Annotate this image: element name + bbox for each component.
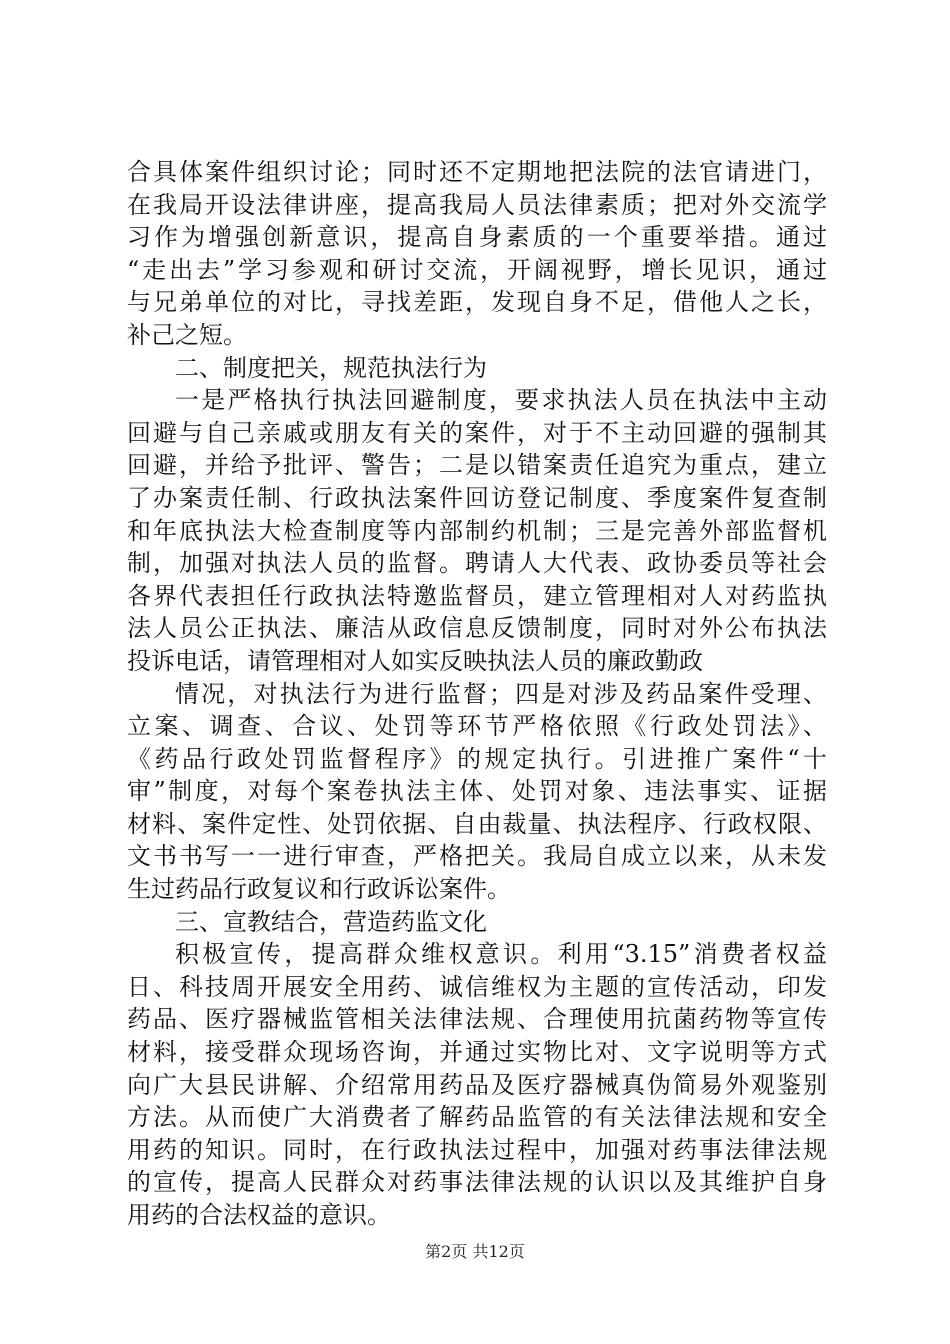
text-line: 了办案责任制、行政执法案件回访登记制度、季度案件复查制 bbox=[127, 483, 827, 512]
text-line: 回避，并给予批评、警告；二是以错案责任追究为重点，建立 bbox=[127, 451, 827, 480]
text-line: 制，加强对执法人员的监督。聘请人大代表、政协委员等社会 bbox=[127, 549, 827, 578]
text-line: 立案、调查、合议、处罚等环节严格依照《行政处罚法》、 bbox=[127, 712, 827, 741]
text-line: 合具体案件组织讨论；同时还不定期地把法院的法官请进门， bbox=[127, 158, 827, 186]
text-line: 日、科技周开展安全用药、诚信维权为主题的宣传活动，印发 bbox=[127, 972, 827, 1001]
text-line: 在我局开设法律讲座，提高我局人员法律素质；把对外交流学 bbox=[127, 190, 827, 219]
text-line: 二、制度把关，规范执法行为 bbox=[175, 353, 487, 382]
text-line: 用药的合法权益的意识。 bbox=[127, 1201, 391, 1229]
text-line: 的宣传，提高人民群众对药事法律法规的认识以及其维护自身 bbox=[127, 1168, 827, 1197]
text-line: 习作为增强创新意识，提高自身素质的一个重要举措。通过 bbox=[127, 223, 827, 252]
text-line: 情况，对执法行为进行监督；四是对涉及药品案件受理、 bbox=[175, 679, 827, 708]
text-line: 用药的知识。同时，在行政执法过程中，加强对药事法律法规 bbox=[127, 1135, 827, 1164]
text-line: “走出去”学习参观和研讨交流，开阔视野，增长见识，通过 bbox=[127, 255, 827, 284]
document-body bbox=[127, 156, 827, 1232]
text-line: 材料，接受群众现场咨询，并通过实物比对、文字说明等方式 bbox=[127, 1038, 827, 1067]
text-line: 《药品行政处罚监督程序》的规定执行。引进推广案件“十 bbox=[127, 744, 827, 773]
text-line: 补己之短。 bbox=[127, 320, 247, 349]
text-line: 审”制度，对每个案卷执法主体、处罚对象、违法事实、证据 bbox=[127, 777, 827, 806]
text-line: 三、宣教结合，营造药监文化 bbox=[175, 907, 487, 936]
text-line: 生过药品行政复议和行政诉讼案件。 bbox=[127, 875, 511, 904]
text-line: 材料、案件定性、处罚依据、自由裁量、执法程序、行政权限、 bbox=[127, 809, 827, 838]
text-line: 回避与自己亲戚或朋友有关的案件，对于不主动回避的强制其 bbox=[127, 418, 827, 447]
text-line: 向广大县民讲解、介绍常用药品及医疗器械真伪简易外观鉴别 bbox=[127, 1070, 827, 1099]
text-line: 文书书写一一进行审查，严格把关。我局自成立以来，从未发 bbox=[127, 842, 827, 871]
text-line: 药品、医疗器械监管相关法律法规、合理使用抗菌药物等宣传 bbox=[127, 1005, 827, 1034]
text-line: 积极宣传，提高群众维权意识。利用“3.15”消费者权益 bbox=[175, 940, 827, 969]
text-line: 与兄弟单位的对比，寻找差距，发现自身不足，借他人之长， bbox=[127, 288, 827, 317]
text-line: 和年底执法大检查制度等内部制约机制；三是完善外部监督机 bbox=[127, 516, 827, 545]
text-line: 法人员公正执法、廉洁从政信息反馈制度，同时对外公布执法 bbox=[127, 614, 827, 643]
page-number-footer: 第2页 共12页 bbox=[425, 1242, 525, 1261]
text-line: 方法。从而使广大消费者了解药品监管的有关法律法规和安全 bbox=[127, 1103, 827, 1132]
text-line: 各界代表担任行政执法特邀监督员，建立管理相对人对药监执 bbox=[127, 581, 827, 610]
text-line: 投诉电话，请管理相对人如实反映执法人员的廉政勤政 bbox=[127, 646, 703, 675]
text-line: 一是严格执行执法回避制度，要求执法人员在执法中主动 bbox=[175, 386, 827, 415]
